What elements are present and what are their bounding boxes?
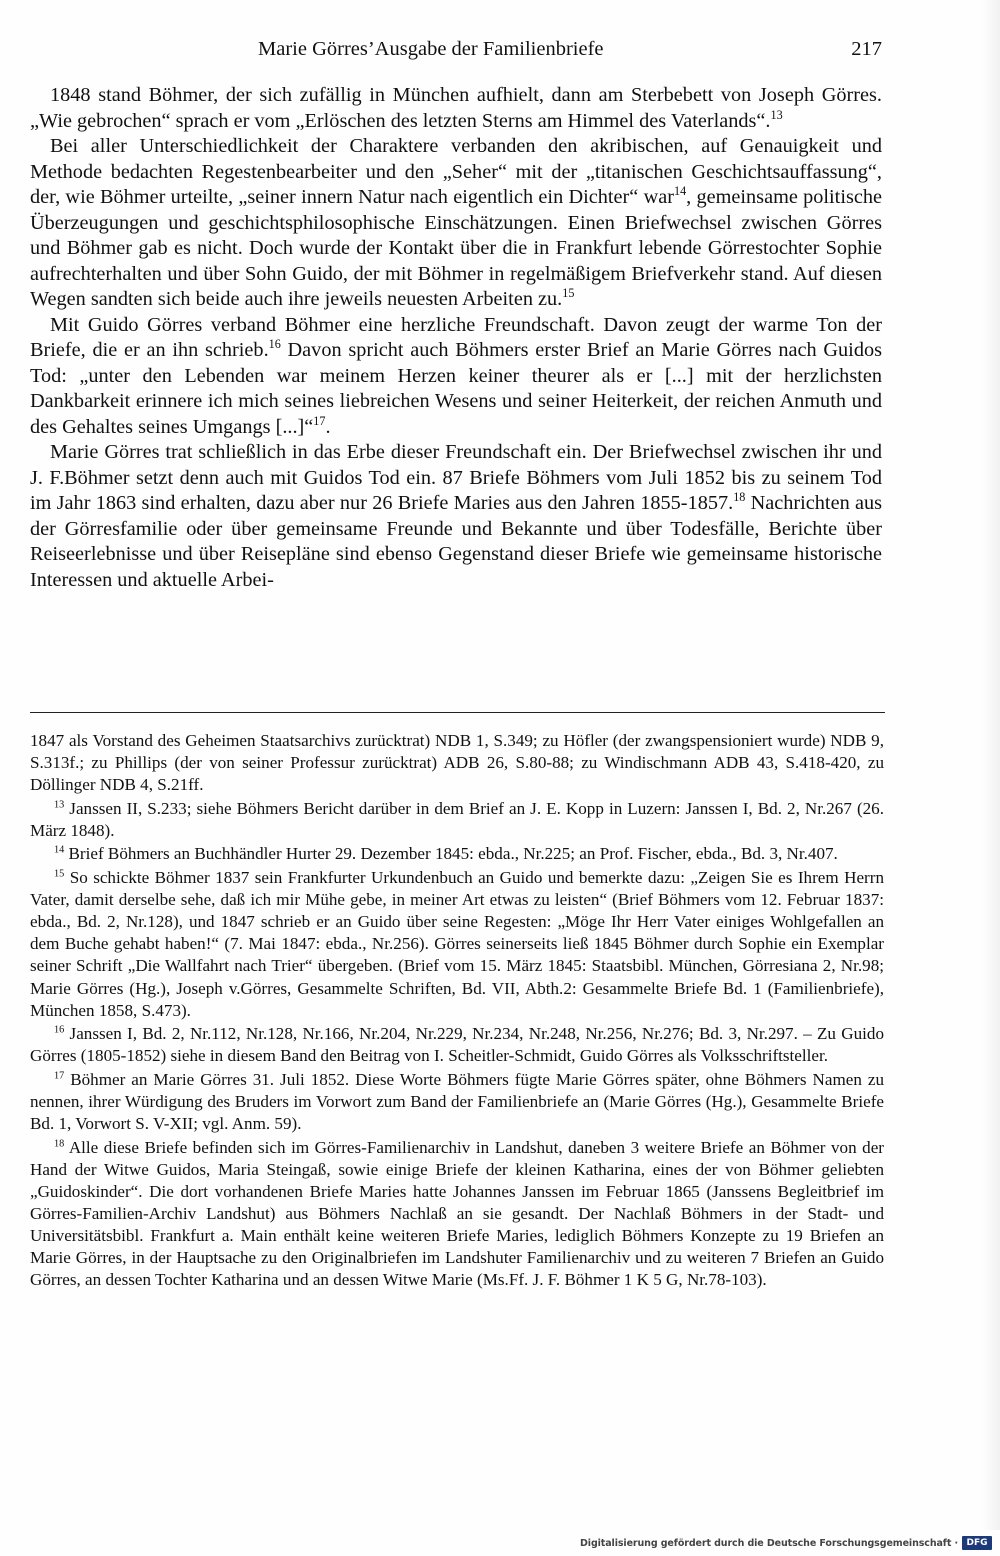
footnote-ref: 15 — [562, 286, 575, 301]
footnote-16 — [30, 1023, 884, 1067]
footnote-13 — [30, 798, 884, 842]
paragraph-text: . — [325, 415, 331, 438]
paragraph-text: Bei aller Unterschiedlichkeit der Charaktere verbanden den akribischen, auf Genauigkeit und Methode bedachten Regestenbearbeiter und den „Seher“ mit der „titanischen Geschichtsauffassung“, der, wie Böhmer urteilte, „seiner innern Natur nach eigentlich ein Dichter“ war — [30, 135, 882, 208]
footnote-text: Brief Böhmers an Buchhändler Hurter 29. Dezember 1845: ebda., Nr.225; an Prof. Fischer, ebda., Bd. 3, Nr.407. — [64, 844, 838, 864]
main-text — [30, 83, 882, 593]
footnote-number: 15 — [54, 868, 65, 880]
paragraph-text: Mit Guido Görres verband Böhmer eine herzliche Freundschaft. Davon zeugt der warme Ton der Briefe, die er an ihn schrieb. — [30, 313, 882, 361]
footnote-number: 18 — [54, 1138, 65, 1149]
footnote-ref: 13 — [770, 107, 783, 122]
footnote-18 — [30, 1137, 884, 1292]
page-header — [30, 38, 882, 70]
paragraph-text: 1848 stand Böhmer, der sich zufällig in München aufhielt, dann am Sterbebett von Joseph Görres. „Wie gebrochen“ sprach er vom „Erlöschen des letzten Sterns am Himmel des Vaterlands“. — [30, 84, 882, 132]
paragraph-text: Davon spricht auch Böhmers erster Brief an Marie Görres nach Guidos Tod: „unter den Lebenden war meinem Herzen keiner theurer als er [...] mit der herzlichsten Dankbarkeit erinnere ich mich seines liebreichen Wesens und seiner Heiterkeit, der reichen Anmuth und des Gehaltes seines Umgangs [...]“ — [30, 339, 882, 438]
footnote-ref: 17 — [313, 413, 326, 428]
paragraph — [30, 134, 882, 313]
funding-text: Digitalisierung gefördert durch die Deutsche Forschungsgemeinschaft · — [580, 1537, 958, 1549]
dfg-logo: DFG — [962, 1536, 992, 1550]
scan-edge-shadow — [982, 0, 1000, 1530]
footnote-number: 16 — [54, 1024, 65, 1036]
paragraph — [30, 440, 882, 593]
footnote-divider — [30, 712, 885, 713]
footnote-ref: 18 — [733, 490, 746, 505]
footnote-ref: 14 — [673, 184, 687, 199]
paragraph-text: , gemeinsame politische Überzeugungen und geschichtsphilosophische Einschätzungen. Einen Briefwechsel zwischen Görres und Böhmer gab es nicht. Doch wurde der Kontakt über die in Frankfurt lebende Görrestochter Sophie aufrechterhalten und über Sohn Guido, der mit Böhmer in regelmäßigem Briefverkehr stand. Auf diesen Wegen sandten sich beide auch ihre jeweils neuesten Arbeiten zu. — [30, 186, 882, 310]
footnote-text: Böhmer an Marie Görres 31. Juli 1852. Diese Worte Böhmers fügte Marie Görres später, ohne Böhmers Namen zu nennen, ihrer Würdigung des Bruders im Vorwort zum Band der Familienbriefe an (Marie Görres (Hg.), Gesammelte Briefe Bd. 1, Vorwort S. V-XII; vgl. Anm. 59). — [30, 1069, 884, 1134]
footnote-continuation: 1847 als Vorstand des Geheimen Staatsarchivs zurücktrat) NDB 1, S.349; zu Höfler (der zwangspensioniert wurde) NDB 9, S.313f.; zu Phillips (der von seiner Professur zurücktrat) ADB 26, S.80-88; zu Windischmann ADB 43, S.418-420, zu Döllinger NDB 4, S.21ff. — [30, 731, 884, 795]
paragraph-text: Nachrichten aus der Görresfamilie oder über gemeinsame Freunde und Bekannte und über Todesfälle, Berichte über Reiseerlebnisse und über Reisepläne sind ebenso Gegenstand dieser Briefe wie gemeinsame historische Interessen und aktuelle Arbei- — [30, 492, 883, 591]
funding-banner — [580, 1534, 992, 1552]
footnote-number: 13 — [54, 799, 65, 811]
footnote-number: 14 — [54, 844, 65, 856]
page-number: 217 — [851, 38, 882, 60]
footnote-14 — [30, 843, 884, 865]
footnote-ref: 16 — [268, 337, 281, 352]
footnote-17 — [30, 1069, 884, 1135]
paragraph — [30, 83, 882, 134]
footnote-text: Alle diese Briefe befinden sich im Görres-Familienarchiv in Landshut, daneben 3 weitere Briefe an Böhmer von der Hand der Witwe Guidos, Maria Steingaß, sowie einige Briefe der kleinen Katharina, eines der von Böhmer geliebten „Guidoskinder“. Die dort vorhandenen Briefe Maries hatte Johannes Janssen im Februar 1865 (Janssens Begleitbrief im Görres-Familien-Archiv Landshut) aus Böhmers Nachlaß an sie gesandt. Der Nachlaß Böhmers in der Stadt- und Universitätsbibl. Frankfurt a. Main enthält keine weiteren Briefe Maries, lediglich Böhmers Konzepte zu 19 Briefen an Marie Görres, in der Hauptsache zu den Originalbriefen im Landshuter Familienarchiv und zu weiteren 7 Briefen an Guido Görres, an dessen Tochter Katharina und an dessen Witwe Marie (Ms.Ff. J. F. Böhmer 1 K 5 G, Nr.78-103). — [30, 1137, 884, 1290]
footnotes — [30, 730, 884, 1291]
paragraph — [30, 313, 882, 441]
paragraph-text: Marie Görres trat schließlich in das Erbe dieser Freundschaft ein. Der Briefwechsel zwischen ihr und J. F.Böhmer setzt denn auch mit Guidos Tod ein. 87 Briefe Böhmers vom Juli 1852 bis zu seinem Tod im Jahr 1863 sind erhalten, dazu aber nur 26 Briefe Maries aus den Jahren 1855-1857. — [30, 441, 882, 514]
footnote-text: Janssen I, Bd. 2, Nr.112, Nr.128, Nr.166, Nr.204, Nr.229, Nr.234, Nr.248, Nr.256, Nr.276; Bd. 3, Nr.297. – Zu Guido Görres (1805-1852) siehe in diesem Band den Beitrag von I. Scheitler-Schmidt, Guido Görres als Volksschriftsteller. — [30, 1024, 884, 1066]
footnote-text: So schickte Böhmer 1837 sein Frankfurter Urkundenbuch an Guido und bemerkte dazu: „Zeigen Sie es Ihrem Herrn Vater, damit derselbe sehe, daß ich mir Mühe gebe, in meiner Art etwas zu leisten“ (Brief Böhmers vom 12. Februar 1837: ebda., Bd. 2, Nr.128), und 1847 schrieb er an Guido über seine Regesten: „Möge Ihr Herr Vater einiges Wohlgefallen an dem Buche gehabt haben!“ (7. Mai 1847: ebda., Nr.256). Görres seinerseits ließ 1845 Böhmer durch Sophie ein Exemplar seiner Schrift „Die Wallfahrt nach Trier“ übergeben. (Brief vom 15. März 1845: Staatsbibl. München, Görresiana 2, Nr.98; Marie Görres (Hg.), Joseph v.Görres, Gesammelte Schriften, Bd. VII, Abth.2: Gesammelte Briefe Bd. 1 (Familienbriefe), München 1858, S.473). — [30, 868, 884, 1020]
footnote-number: 17 — [54, 1070, 65, 1082]
running-title: Marie Görres’Ausgabe der Familienbriefe — [258, 38, 604, 60]
footnote-text: Janssen II, S.233; siehe Böhmers Bericht darüber in dem Brief an J. E. Kopp in Luzern: Janssen I, Bd. 2, Nr.267 (26. März 1848). — [30, 798, 884, 840]
footnote-15 — [30, 867, 884, 1022]
